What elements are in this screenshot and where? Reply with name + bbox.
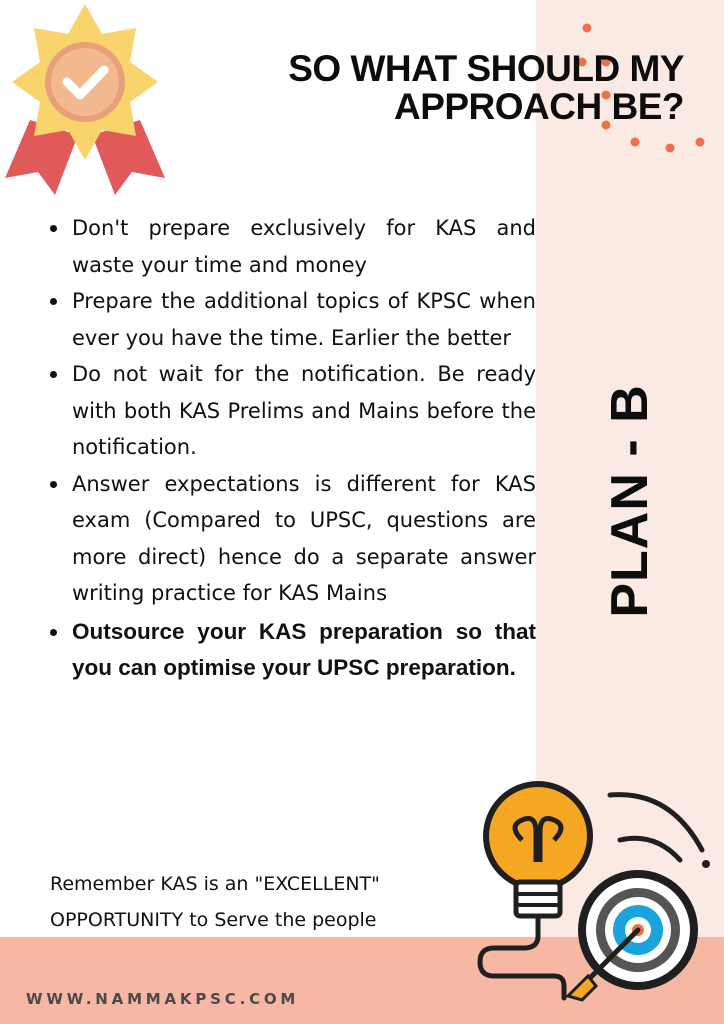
list-item-highlight: Outsource your KAS preparation so that you can optimise your UPSC preparation. [72,614,536,686]
award-badge-icon [0,0,170,200]
list-item: Do not wait for the notification. Be ready with both KAS Prelims and Mains before the notification. [72,356,536,466]
plan-label: PLAN - B [601,384,659,618]
title-line-2: APPROACH BE? [393,86,684,127]
plan-label-container [590,384,670,618]
website-link[interactable]: WWW.NAMMAKPSC.COM [26,990,300,1008]
remember-line-2: OPPORTUNITY to Serve the people [50,909,377,931]
list-item: Don't prepare exclusively for KAS and waste your time and money [72,210,536,283]
list-item: Answer expectations is different for KAS exam (Compared to UPSC, questions are more direct) hence do a separate answer writing practice for KAS Mains [72,466,536,612]
page-title [244,50,684,126]
approach-list [40,210,536,686]
title-line-1: SO WHAT SHOULD MY [288,48,684,89]
list-item: Prepare the additional topics of KPSC when ever you have the time. Earlier the better [72,283,536,356]
remember-note [50,866,470,938]
lightbulb-target-icon [470,770,724,1024]
remember-line-1: Remember KAS is an "EXCELLENT" [50,873,380,895]
